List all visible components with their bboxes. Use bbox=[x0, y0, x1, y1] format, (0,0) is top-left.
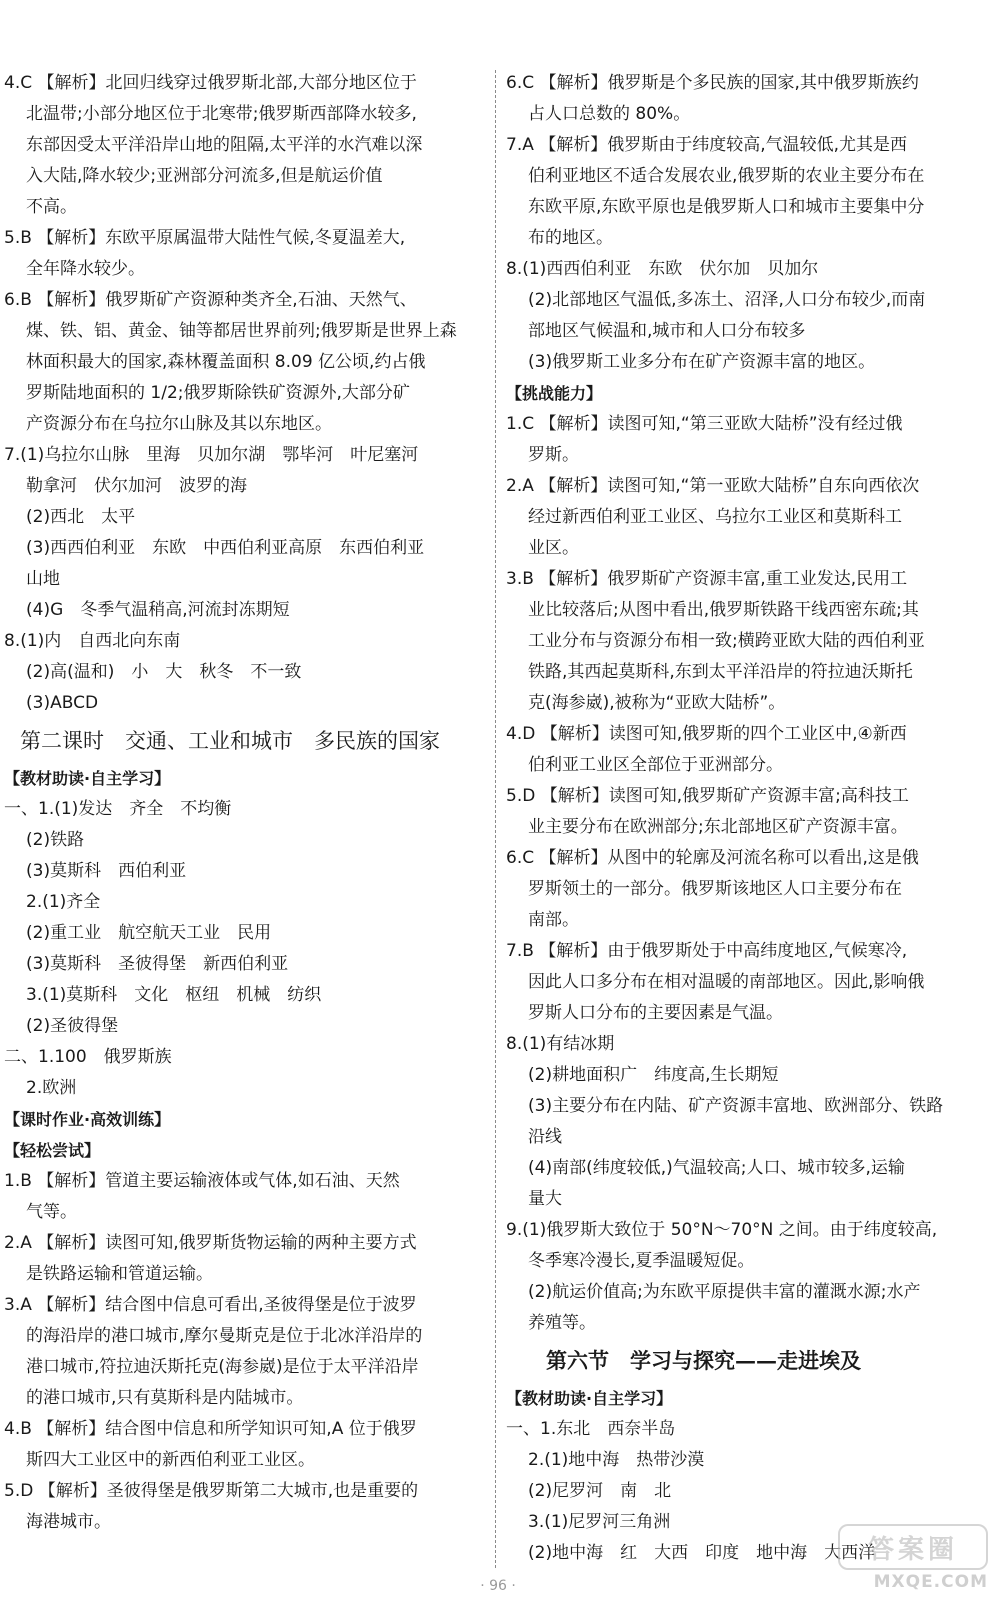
answer-line-continued: 部地区气候温和,城市和人口分布较多 bbox=[528, 321, 806, 341]
answer-line-continued: 东欧平原,东欧平原也是俄罗斯人口和城市主要集中分 bbox=[528, 197, 925, 217]
answer-line: 1.B 【解析】管道主要运输液体或气体,如石油、天然 bbox=[4, 1171, 400, 1191]
answer-sub-line: 2.(1)齐全 bbox=[26, 892, 101, 912]
answer-line: 8.(1)内 自西北向东南 bbox=[4, 631, 181, 651]
answer-line-continued: 冬季寒冷漫长,夏季温暖短促。 bbox=[528, 1251, 755, 1271]
answer-line-continued: 入大陆,降水较少;亚洲部分河流多,但是航运价值 bbox=[26, 166, 383, 186]
answer-line: 5.D 【解析】圣彼得堡是俄罗斯第二大城市,也是重要的 bbox=[4, 1481, 419, 1501]
answer-line-continued: 港口城市,符拉迪沃斯托克(海参崴)是位于太平洋沿岸 bbox=[26, 1357, 419, 1377]
section-header: 【轻松尝试】 bbox=[4, 1141, 101, 1160]
answer-line-continued: 沿线 bbox=[528, 1127, 562, 1147]
answer-line: 5.B 【解析】东欧平原属温带大陆性气候,冬夏温差大, bbox=[4, 228, 406, 248]
answer-line-continued: 斯四大工业区中的新西伯利亚工业区。 bbox=[26, 1450, 315, 1470]
answer-line-continued: 煤、铁、铝、黄金、铀等都居世界前列;俄罗斯是世界上森 bbox=[26, 321, 457, 341]
answer-line: 一、1.东北 西奈半岛 bbox=[506, 1419, 676, 1439]
answer-line-continued: 工业分布与资源分布相一致;横跨亚欧大陆的西伯利亚 bbox=[528, 631, 925, 651]
answer-line-continued: 东部因受太平洋沿岸山地的阻隔,太平洋的水汽难以深 bbox=[26, 135, 423, 155]
answer-line: 3.B 【解析】俄罗斯矿产资源丰富,重工业发达,民用工 bbox=[506, 569, 908, 589]
answer-sub-line: (2)重工业 航空航天工业 民用 bbox=[26, 923, 272, 943]
answer-line-continued: 是铁路运输和管道运输。 bbox=[26, 1264, 213, 1284]
answer-line-continued: 业主要分布在欧洲部分;东北部地区矿产资源丰富。 bbox=[528, 817, 908, 837]
section-header: 【教材助读·自主学习】 bbox=[4, 769, 171, 788]
answer-line-continued: (3)主要分布在内陆、矿产资源丰富地、欧洲部分、铁路 bbox=[528, 1096, 944, 1116]
answer-line-continued: 占人口总数的 80%。 bbox=[528, 104, 691, 124]
answer-line-continued: 克(海参崴),被称为“亚欧大陆桥”。 bbox=[528, 693, 786, 713]
answer-sub-line: (2)圣彼得堡 bbox=[26, 1016, 119, 1036]
answer-line: 6.C 【解析】从图中的轮廓及河流名称可以看出,这是俄 bbox=[506, 848, 919, 868]
section-header: 【挑战能力】 bbox=[506, 384, 603, 403]
column-divider bbox=[495, 70, 496, 1568]
answer-line-continued: 经过新西伯利亚工业区、乌拉尔工业区和莫斯科工 bbox=[528, 507, 902, 527]
answer-line: 5.D 【解析】读图可知,俄罗斯矿产资源丰富;高科技工 bbox=[506, 786, 909, 806]
answer-line: 一、1.(1)发达 齐全 不均衡 bbox=[4, 799, 232, 819]
answer-line-continued: 铁路,其西起莫斯科,东到太平洋沿岸的符拉迪沃斯托 bbox=[528, 662, 913, 682]
answer-line-continued: 伯利亚工业区全部位于亚洲部分。 bbox=[528, 755, 783, 775]
answer-line: 3.A 【解析】结合图中信息可看出,圣彼得堡是位于波罗 bbox=[4, 1295, 417, 1315]
answer-line-continued: 罗斯。 bbox=[528, 445, 579, 465]
answer-line-continued: (2)高(温和) 小 大 秋冬 不一致 bbox=[26, 662, 302, 682]
answer-line-continued: 全年降水较少。 bbox=[26, 259, 145, 279]
answer-line-continued: (2)耕地面积广 纬度高,生长期短 bbox=[528, 1065, 779, 1085]
answer-line-continued: 勒拿河 伏尔加河 波罗的海 bbox=[26, 476, 247, 496]
answer-line-continued: 养殖等。 bbox=[528, 1313, 596, 1333]
answer-line: 9.(1)俄罗斯大致位于 50°N～70°N 之间。由于纬度较高, bbox=[506, 1220, 938, 1240]
answer-sub-line: (3)莫斯科 西伯利亚 bbox=[26, 861, 187, 881]
watermark bbox=[838, 1524, 988, 1596]
answer-line-continued: (3)俄罗斯工业多分布在矿产资源丰富的地区。 bbox=[528, 352, 876, 372]
answer-line-continued: 北温带;小部分地区位于北寒带;俄罗斯西部降水较多, bbox=[26, 104, 417, 124]
answer-line-continued: (4)南部(纬度较低,)气温较高;人口、城市较多,运输 bbox=[528, 1158, 905, 1178]
answer-line: 4.D 【解析】读图可知,俄罗斯的四个工业区中,④新西 bbox=[506, 724, 907, 744]
answer-line-continued: 气等。 bbox=[26, 1202, 77, 1222]
answer-line: 8.(1)有结冰期 bbox=[506, 1034, 615, 1054]
answer-line-continued: 南部。 bbox=[528, 910, 579, 930]
answer-line-continued: 山地 bbox=[26, 569, 60, 589]
answer-line: 6.C 【解析】俄罗斯是个多民族的国家,其中俄罗斯族约 bbox=[506, 73, 919, 93]
answer-line-continued: (2)航运价值高;为东欧平原提供丰富的灌溉水源;水产 bbox=[528, 1282, 921, 1302]
answer-line: 6.B 【解析】俄罗斯矿产资源种类齐全,石油、天然气、 bbox=[4, 290, 417, 310]
answer-line: 1.C 【解析】读图可知,“第三亚欧大陆桥”没有经过俄 bbox=[506, 414, 903, 434]
answer-line: 7.A 【解析】俄罗斯由于纬度较高,气温较低,尤其是西 bbox=[506, 135, 908, 155]
answer-line: 7.(1)乌拉尔山脉 里海 贝加尔湖 鄂毕河 叶尼塞河 bbox=[4, 445, 419, 465]
answer-line-continued: 不高。 bbox=[26, 197, 77, 217]
right-column bbox=[506, 68, 992, 1569]
answer-line-continued: 海港城市。 bbox=[26, 1512, 111, 1532]
answer-sub-line: (2)铁路 bbox=[26, 830, 85, 850]
answer-line: 二、1.100 俄罗斯族 bbox=[4, 1047, 172, 1067]
answer-sub-line: (3)莫斯科 圣彼得堡 新西伯利亚 bbox=[26, 954, 289, 974]
answer-line-continued: 业比较落后;从图中看出,俄罗斯铁路干线西密东疏;其 bbox=[528, 600, 919, 620]
answer-line-continued: (2)西北 太平 bbox=[26, 507, 136, 527]
answer-line-continued: 伯利亚地区不适合发展农业,俄罗斯的农业主要分布在 bbox=[528, 166, 925, 186]
answer-line-continued: 布的地区。 bbox=[528, 228, 613, 248]
answer-line: 4.C 【解析】北回归线穿过俄罗斯北部,大部分地区位于 bbox=[4, 73, 417, 93]
answer-sub-line: (2)尼罗河 南 北 bbox=[528, 1481, 672, 1501]
left-column bbox=[4, 68, 486, 1538]
answer-sub-line: 2.欧洲 bbox=[26, 1078, 77, 1098]
watermark-url: MXQE.COM bbox=[873, 1572, 988, 1592]
answer-line: 4.B 【解析】结合图中信息和所学知识可知,A 位于俄罗 bbox=[4, 1419, 417, 1439]
answer-line-continued: 罗斯人口分布的主要因素是气温。 bbox=[528, 1003, 783, 1023]
answer-line-continued: (2)北部地区气温低,多冻土、沼泽,人口分布较少,而南 bbox=[528, 290, 926, 310]
answer-line-continued: 因此人口多分布在相对温暖的南部地区。因此,影响俄 bbox=[528, 972, 925, 992]
lesson-title: 第二课时 交通、工业和城市 多民族的国家 bbox=[20, 729, 440, 753]
answer-line-continued: 林面积最大的国家,森林覆盖面积 8.09 亿公顷,约占俄 bbox=[26, 352, 426, 372]
answer-line-continued: (3)ABCD bbox=[26, 693, 99, 713]
answer-line-continued: 量大 bbox=[528, 1189, 562, 1209]
page-number: · 96 · bbox=[480, 1578, 516, 1594]
answer-line-continued: 业区。 bbox=[528, 538, 579, 558]
answer-line-continued: 罗斯领土的一部分。俄罗斯该地区人口主要分布在 bbox=[528, 879, 902, 899]
answer-line-continued: 产资源分布在乌拉尔山脉及其以东地区。 bbox=[26, 414, 332, 434]
answer-sub-line: 3.(1)莫斯科 文化 枢纽 机械 纺织 bbox=[26, 985, 322, 1005]
answer-line: 7.B 【解析】由于俄罗斯处于中高纬度地区,气候寒冷, bbox=[506, 941, 908, 961]
section-header: 【课时作业·高效训练】 bbox=[4, 1110, 171, 1129]
answer-line: 2.A 【解析】读图可知,“第一亚欧大陆桥”自东向西依次 bbox=[506, 476, 920, 496]
answer-line-continued: 罗斯陆地面积的 1/2;俄罗斯除铁矿资源外,大部分矿 bbox=[26, 383, 410, 403]
answer-line: 2.A 【解析】读图可知,俄罗斯货物运输的两种主要方式 bbox=[4, 1233, 417, 1253]
answer-line-continued: (3)西西伯利亚 东欧 中西伯利亚高原 东西伯利亚 bbox=[26, 538, 425, 558]
answer-line: 8.(1)西西伯利亚 东欧 伏尔加 贝加尔 bbox=[506, 259, 819, 279]
lesson-title: 第六节 学习与探究——走进埃及 bbox=[546, 1348, 861, 1373]
answer-sub-line: (2)地中海 红 大西 印度 地中海 大西洋 bbox=[528, 1543, 876, 1563]
answer-sub-line: 3.(1)尼罗河三角洲 bbox=[528, 1512, 671, 1532]
answer-line-continued: 的海沿岸的港口城市,摩尔曼斯克是位于北冰洋沿岸的 bbox=[26, 1326, 423, 1346]
watermark-logo: 答案圈 bbox=[838, 1524, 988, 1570]
answer-line-continued: (4)G 冬季气温稍高,河流封冻期短 bbox=[26, 600, 290, 620]
answer-sub-line: 2.(1)地中海 热带沙漠 bbox=[528, 1450, 705, 1470]
answer-line-continued: 的港口城市,只有莫斯科是内陆城市。 bbox=[26, 1388, 304, 1408]
section-header: 【教材助读·自主学习】 bbox=[506, 1389, 673, 1408]
